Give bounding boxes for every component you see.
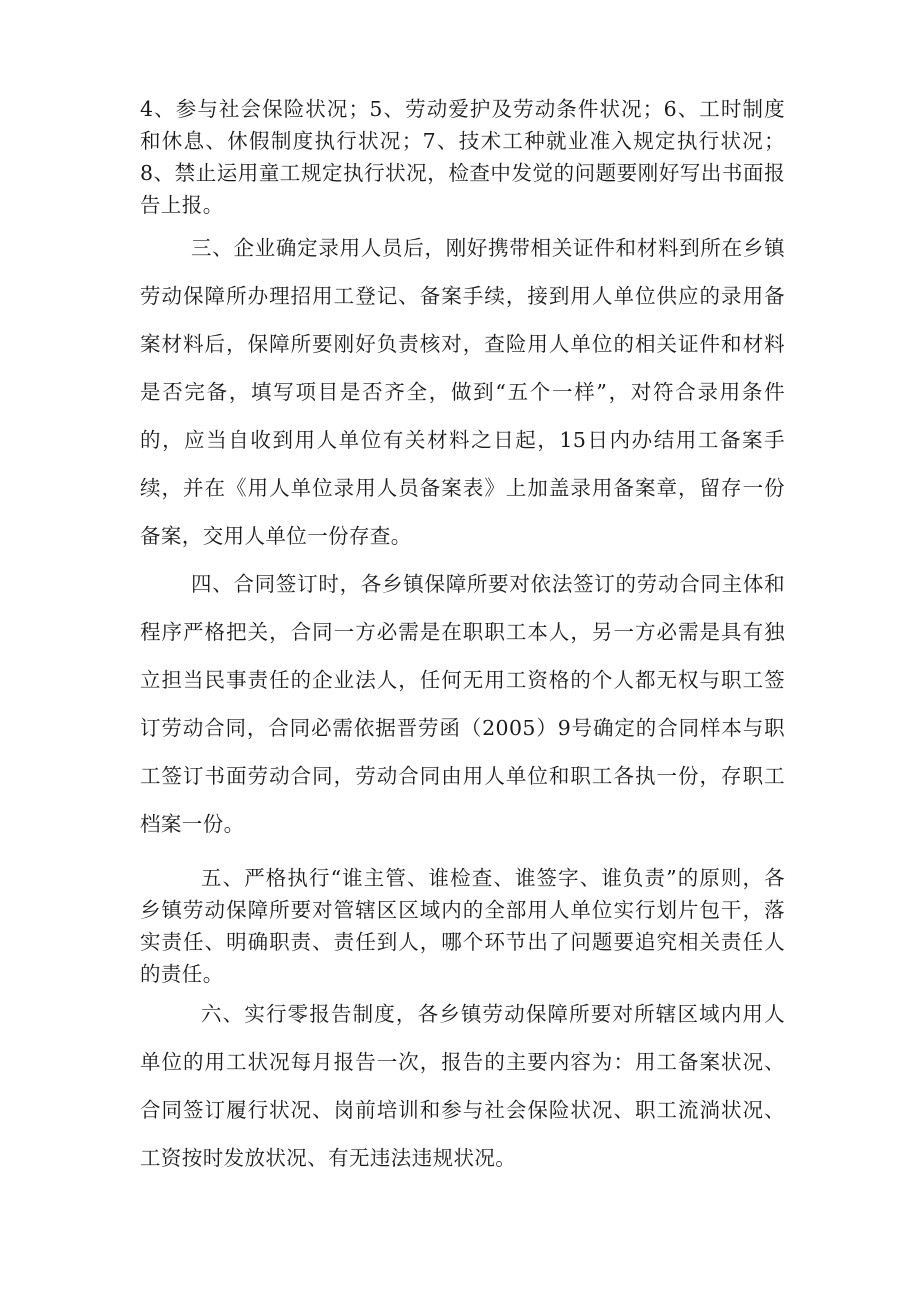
paragraph-section-six: 六、实行零报告制度，各乡镇劳动保障所要对所辖区域内用人单位的用工状况每月报告一次，报告的主要内容为：用工备案状况、合同签订履行状况、岗前培训和参与社会保险状况、职工流淌状况、工资按时发放状况、有无违法违规状况。 <box>140 1002 785 1170</box>
paragraph-inspection-items: 4、参与社会保险状况；5、劳动爱护及劳动条件状况；6、工时制度和休息、休假制度执行状况；7、技术工种就业准入规定执行状况；8、禁止运用童工规定执行状况，检查中发觉的问题要刚好写出书面报告上报。 <box>140 97 785 217</box>
paragraph-section-three: 三、企业确定录用人员后，刚好携带相关证件和材料到所在乡镇劳动保障所办理招用工登记、备案手续，接到用人单位供应的录用备案材料后，保障所要刚好负责核对，查险用人单位的相关证件和材料是否完备，填写项目是否齐全，做到“五个一样”，对符合录用条件的，应当自收到用人单位有关材料之日起，15日内办结用工备案手续，并在《用人单位录用人员备案表》上加盖录用备案章，留存一份备案，交用人单位一份存查。 <box>140 236 785 548</box>
paragraph-section-four: 四、合同签订时，各乡镇保障所要对依法签订的劳动合同主体和程序严格把关，合同一方必需是在职职工本人，另一方必需是具有独立担当民事责任的企业法人，任何无用工资格的个人都无权与职工签订劳动合同，合同必需依据晋劳函（2005）9号确定的合同样本与职工签订书面劳动合同，劳动合同由用人单位和职工各执一份，存职工档案一份。 <box>140 572 785 836</box>
paragraph-section-five: 五、严格执行“谁主管、谁检查、谁签字、谁负责”的原则，各乡镇劳动保障所要对管辖区区域内的全部用人单位实行划片包干，落实责任、明确职责、责任到人，哪个环节出了问题要追究相关责任人的责任。 <box>140 866 785 986</box>
